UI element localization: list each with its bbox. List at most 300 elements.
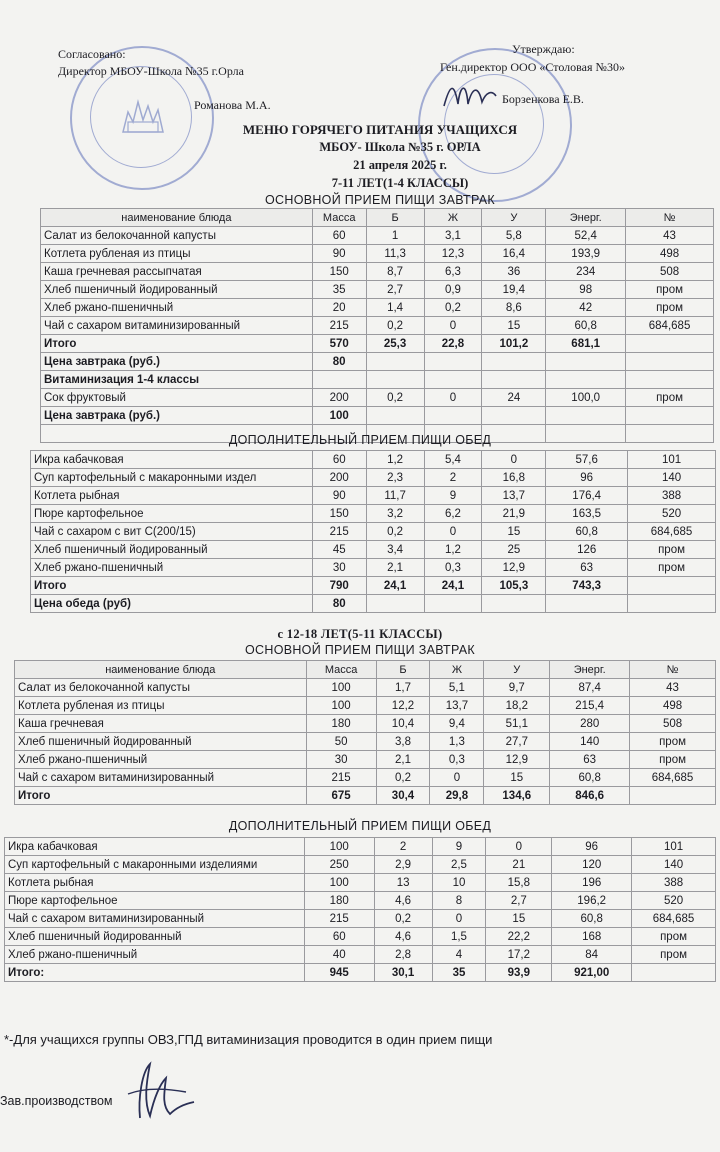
- table-cell: 215: [304, 910, 374, 928]
- dish-name: Цена завтрака (руб.): [41, 353, 313, 371]
- table-row: [41, 389, 714, 407]
- dish-name: Каша гречневая рассыпчатая: [41, 263, 313, 281]
- table-row: [5, 892, 716, 910]
- menu-title: МЕНЮ ГОРЯЧЕГО ПИТАНИЯ УЧАЩИХСЯ: [242, 122, 518, 137]
- section-lunch-2: ДОПОЛНИТЕЛЬНЫЙ ПРИЕМ ПИЩИ ОБЕД: [228, 819, 492, 833]
- dish-name: Чай с сахаром с вит С(200/15): [31, 523, 313, 541]
- table-cell: 120: [552, 856, 632, 874]
- approval-left-label: Согласовано:: [58, 47, 126, 61]
- section-breakfast-2: ОСНОВНОЙ ПРИЕМ ПИЩИ ЗАВТРАК: [245, 643, 475, 657]
- table-cell: 5,1: [430, 679, 484, 697]
- table-row: [31, 523, 716, 541]
- table-cell: 6,2: [424, 505, 482, 523]
- breakfast-table-1: [40, 208, 714, 443]
- table-row: [31, 451, 716, 469]
- table-cell: 2,1: [376, 751, 430, 769]
- dish-name: Котлета рубленая из птицы: [15, 697, 307, 715]
- dish-name: Хлеб пшеничный йодированный: [31, 541, 313, 559]
- table-cell: 21,9: [482, 505, 546, 523]
- table-cell: 16,8: [482, 469, 546, 487]
- manager-signature: [120, 1058, 200, 1124]
- table-row: [15, 715, 716, 733]
- table-row: [41, 245, 714, 263]
- table-cell: 63: [550, 751, 630, 769]
- table-cell: пром: [626, 299, 714, 317]
- table-cell: пром: [632, 946, 716, 964]
- table-cell: 684,685: [626, 317, 714, 335]
- table-cell: 24,1: [424, 577, 482, 595]
- approval-right: [440, 40, 625, 76]
- table-cell: 12,9: [484, 751, 550, 769]
- table-cell: 1,5: [432, 928, 486, 946]
- table-row: [31, 577, 716, 595]
- table-cell: 16,4: [482, 245, 546, 263]
- table-cell: 60: [304, 928, 374, 946]
- table-cell: 0: [424, 317, 482, 335]
- table-cell: 51,1: [484, 715, 550, 733]
- table-cell: 2,8: [374, 946, 432, 964]
- table-cell: 1,4: [366, 299, 424, 317]
- table-cell: 0: [424, 523, 482, 541]
- table-cell: пром: [632, 928, 716, 946]
- column-header: У: [482, 209, 546, 227]
- table-cell: 1,7: [376, 679, 430, 697]
- table-cell: [366, 353, 424, 371]
- table-cell: 200: [312, 469, 366, 487]
- table-cell: 100,0: [546, 389, 626, 407]
- table-cell: 80: [312, 595, 366, 613]
- table-cell: 126: [546, 541, 628, 559]
- age-group-2: с 12-18 ЛЕТ(5-11 КЛАССЫ): [277, 627, 443, 641]
- table-cell: 2,9: [374, 856, 432, 874]
- table-row: [5, 910, 716, 928]
- table-row: [31, 595, 716, 613]
- dish-name: Котлета рубленая из птицы: [41, 245, 313, 263]
- table-cell: 1: [366, 227, 424, 245]
- approval-right-label: Утверждаю:: [512, 42, 575, 56]
- table-cell: 52,4: [546, 227, 626, 245]
- table-cell: [546, 407, 626, 425]
- table-cell: 681,1: [546, 335, 626, 353]
- table-row: [41, 407, 714, 425]
- table-row: [5, 946, 716, 964]
- table-cell: 2,7: [486, 892, 552, 910]
- table-cell: 150: [312, 263, 366, 281]
- column-header: Б: [376, 661, 430, 679]
- table-cell: 0: [432, 910, 486, 928]
- table-cell: 60,8: [550, 769, 630, 787]
- table-cell: 193,9: [546, 245, 626, 263]
- table-cell: пром: [626, 281, 714, 299]
- table-cell: 0,3: [430, 751, 484, 769]
- school-name: МБОУ- Школа №35 г. ОРЛА: [319, 140, 481, 154]
- table-cell: 4: [432, 946, 486, 964]
- approval-left-signer: Романова М.А.: [194, 98, 271, 112]
- table-cell: 60: [312, 451, 366, 469]
- approval-right-signer: Борзенкова Е.В.: [502, 92, 584, 106]
- table-cell: 19,4: [482, 281, 546, 299]
- dish-name: Итого: [41, 335, 313, 353]
- table-row: [31, 541, 716, 559]
- table-cell: 570: [312, 335, 366, 353]
- dish-name: Пюре картофельное: [5, 892, 305, 910]
- table-cell: 2,5: [432, 856, 486, 874]
- breakfast-table-2: [14, 660, 716, 805]
- table-cell: 180: [304, 892, 374, 910]
- dish-name: Хлеб ржано-пшеничный: [41, 299, 313, 317]
- table-cell: [424, 407, 482, 425]
- table-header-row: [41, 209, 714, 227]
- table-cell: 215: [306, 769, 376, 787]
- dish-name: Салат из белокочанной капусты: [15, 679, 307, 697]
- table-cell: 3,8: [376, 733, 430, 751]
- table-cell: 280: [550, 715, 630, 733]
- table-cell: 0,3: [424, 559, 482, 577]
- dish-name: Хлеб пшеничный йодированный: [5, 928, 305, 946]
- table-cell: [630, 787, 716, 805]
- table-row: [41, 281, 714, 299]
- table-cell: 2: [424, 469, 482, 487]
- table-cell: [366, 407, 424, 425]
- dish-name: Сок фруктовый: [41, 389, 313, 407]
- table-cell: 13: [374, 874, 432, 892]
- table-cell: 8: [432, 892, 486, 910]
- table-row: [31, 505, 716, 523]
- table-cell: [482, 353, 546, 371]
- table-cell: 12,2: [376, 697, 430, 715]
- table-cell: [424, 353, 482, 371]
- table-cell: пром: [630, 733, 716, 751]
- table-cell: 101,2: [482, 335, 546, 353]
- table-cell: 35: [312, 281, 366, 299]
- table-cell: 100: [306, 679, 376, 697]
- table-cell: 45: [312, 541, 366, 559]
- table-cell: 180: [306, 715, 376, 733]
- column-header: Энерг.: [550, 661, 630, 679]
- table-cell: 10,4: [376, 715, 430, 733]
- table-cell: 5,8: [482, 227, 546, 245]
- table-cell: 150: [312, 505, 366, 523]
- table-cell: 388: [632, 874, 716, 892]
- table-cell: 200: [312, 389, 366, 407]
- dish-name: Хлеб пшеничный йодированный: [41, 281, 313, 299]
- table-cell: 684,685: [632, 910, 716, 928]
- table-cell: 250: [304, 856, 374, 874]
- table-cell: 12,9: [482, 559, 546, 577]
- table-row: [15, 697, 716, 715]
- table-cell: 0: [430, 769, 484, 787]
- table-cell: 18,2: [484, 697, 550, 715]
- dish-name: Итого: [31, 577, 313, 595]
- table-cell: 96: [552, 838, 632, 856]
- table-cell: пром: [626, 389, 714, 407]
- table-cell: 508: [626, 263, 714, 281]
- table-cell: 15: [482, 317, 546, 335]
- table-cell: 42: [546, 299, 626, 317]
- table-cell: 101: [628, 451, 716, 469]
- table-cell: 140: [632, 856, 716, 874]
- table-cell: пром: [630, 751, 716, 769]
- table-cell: 0,2: [366, 317, 424, 335]
- dish-name: Хлеб ржано-пшеничный: [15, 751, 307, 769]
- table-cell: 15: [484, 769, 550, 787]
- table-cell: 921,00: [552, 964, 632, 982]
- dish-name: Цена обеда (руб): [31, 595, 313, 613]
- table-cell: 2,1: [366, 559, 424, 577]
- table-cell: 9,4: [430, 715, 484, 733]
- table-cell: 15,8: [486, 874, 552, 892]
- column-header: наименование блюда: [41, 209, 313, 227]
- dish-name: Итого:: [5, 964, 305, 982]
- dish-name: Цена завтрака (руб.): [41, 407, 313, 425]
- approval-left: [58, 46, 244, 80]
- column-header: Масса: [312, 209, 366, 227]
- table-cell: 60,8: [546, 523, 628, 541]
- table-cell: 1,3: [430, 733, 484, 751]
- table-cell: [482, 371, 546, 389]
- table-row: [41, 353, 714, 371]
- table-row: [41, 317, 714, 335]
- lunch-table-1: [30, 450, 716, 613]
- table-cell: 215: [312, 523, 366, 541]
- table-cell: 27,7: [484, 733, 550, 751]
- table-row: [5, 928, 716, 946]
- table-cell: 176,4: [546, 487, 628, 505]
- table-cell: 29,8: [430, 787, 484, 805]
- table-cell: 84: [552, 946, 632, 964]
- table-cell: 168: [552, 928, 632, 946]
- table-cell: 98: [546, 281, 626, 299]
- dish-name: Суп картофельный с макаронными издел: [31, 469, 313, 487]
- table-cell: 5,4: [424, 451, 482, 469]
- dish-name: Салат из белокочанной капусты: [41, 227, 313, 245]
- section-breakfast-1: ОСНОВНОЙ ПРИЕМ ПИЩИ ЗАВТРАК: [265, 193, 495, 207]
- table-cell: 100: [312, 407, 366, 425]
- table-cell: 60,8: [552, 910, 632, 928]
- table-cell: 675: [306, 787, 376, 805]
- table-cell: 3,4: [366, 541, 424, 559]
- table-cell: 15: [482, 523, 546, 541]
- table-cell: 684,685: [628, 523, 716, 541]
- column-header: №: [630, 661, 716, 679]
- dish-name: Хлеб ржано-пшеничный: [5, 946, 305, 964]
- table-cell: 21: [486, 856, 552, 874]
- dish-name: Чай с сахаром витаминизированный: [5, 910, 305, 928]
- table-cell: 0,2: [424, 299, 482, 317]
- table-row: [41, 227, 714, 245]
- table-cell: 43: [630, 679, 716, 697]
- table-cell: 0: [486, 838, 552, 856]
- footer-production-manager: Зав.производством: [0, 1094, 113, 1108]
- table-cell: 8,6: [482, 299, 546, 317]
- table-row: [5, 838, 716, 856]
- table-cell: 945: [304, 964, 374, 982]
- table-row: [15, 751, 716, 769]
- table-cell: 234: [546, 263, 626, 281]
- table-cell: 520: [632, 892, 716, 910]
- table-cell: 134,6: [484, 787, 550, 805]
- table-cell: 90: [312, 245, 366, 263]
- table-cell: [546, 371, 626, 389]
- table-cell: 63: [546, 559, 628, 577]
- table-cell: 80: [312, 353, 366, 371]
- table-cell: 140: [550, 733, 630, 751]
- table-cell: 43: [626, 227, 714, 245]
- table-row: [41, 335, 714, 353]
- table-cell: 0: [424, 389, 482, 407]
- table-cell: 0,2: [366, 389, 424, 407]
- table-cell: 22,2: [486, 928, 552, 946]
- table-cell: 11,7: [366, 487, 424, 505]
- table-cell: 684,685: [630, 769, 716, 787]
- column-header: Ж: [430, 661, 484, 679]
- table-row: [15, 733, 716, 751]
- menu-date: 21 апреля 2025 г.: [353, 158, 447, 172]
- table-cell: 196,2: [552, 892, 632, 910]
- table-cell: пром: [628, 559, 716, 577]
- table-cell: 13,7: [430, 697, 484, 715]
- lunch-table-2: [4, 837, 716, 982]
- table-cell: 0,9: [424, 281, 482, 299]
- table-row: [41, 299, 714, 317]
- table-row: [31, 559, 716, 577]
- dish-name: Хлеб ржано-пшеничный: [31, 559, 313, 577]
- table-row: [5, 874, 716, 892]
- table-cell: 50: [306, 733, 376, 751]
- table-cell: 15: [486, 910, 552, 928]
- section-lunch-1: ДОПОЛНИТЕЛЬНЫЙ ПРИЕМ ПИЩИ ОБЕД: [228, 433, 492, 447]
- table-cell: 9,7: [484, 679, 550, 697]
- table-cell: 57,6: [546, 451, 628, 469]
- age-group-1: 7-11 ЛЕТ(1-4 КЛАССЫ): [331, 176, 469, 190]
- table-row: [41, 371, 714, 389]
- table-cell: 790: [312, 577, 366, 595]
- table-cell: 17,2: [486, 946, 552, 964]
- table-cell: 4,6: [374, 892, 432, 910]
- table-cell: 24: [482, 389, 546, 407]
- table-cell: 215,4: [550, 697, 630, 715]
- table-row: [15, 769, 716, 787]
- dish-name: Икра кабачковая: [5, 838, 305, 856]
- dish-name: Каша гречневая: [15, 715, 307, 733]
- table-row: [41, 263, 714, 281]
- table-cell: 498: [626, 245, 714, 263]
- table-row: [31, 487, 716, 505]
- table-cell: 30,4: [376, 787, 430, 805]
- column-header: наименование блюда: [15, 661, 307, 679]
- table-row: [15, 679, 716, 697]
- table-cell: [312, 371, 366, 389]
- table-cell: 30: [312, 559, 366, 577]
- table-cell: 743,3: [546, 577, 628, 595]
- table-cell: 35: [432, 964, 486, 982]
- approval-right-position: Ген.директор ООО «Столовая №30»: [440, 60, 625, 74]
- table-cell: 4,6: [374, 928, 432, 946]
- table-header-row: [15, 661, 716, 679]
- table-cell: 196: [552, 874, 632, 892]
- column-header: Энерг.: [546, 209, 626, 227]
- table-cell: [626, 371, 714, 389]
- column-header: Ж: [424, 209, 482, 227]
- dish-name: Итого: [15, 787, 307, 805]
- column-header: Масса: [306, 661, 376, 679]
- table-cell: 520: [628, 505, 716, 523]
- table-cell: 101: [632, 838, 716, 856]
- table-cell: 40: [304, 946, 374, 964]
- table-cell: 498: [630, 697, 716, 715]
- table-cell: [628, 595, 716, 613]
- table-cell: 96: [546, 469, 628, 487]
- table-cell: 20: [312, 299, 366, 317]
- column-header: У: [484, 661, 550, 679]
- dish-name: Хлеб пшеничный йодированный: [15, 733, 307, 751]
- table-cell: 8,7: [366, 263, 424, 281]
- director-signature: [440, 74, 500, 114]
- table-cell: 2,3: [366, 469, 424, 487]
- table-cell: [626, 335, 714, 353]
- table-row: [5, 964, 716, 982]
- table-cell: 30,1: [374, 964, 432, 982]
- dish-name: Суп картофельный с макаронными изделиями: [5, 856, 305, 874]
- table-cell: 25,3: [366, 335, 424, 353]
- table-cell: 60: [312, 227, 366, 245]
- table-cell: 13,7: [482, 487, 546, 505]
- table-cell: 100: [304, 874, 374, 892]
- table-cell: [424, 371, 482, 389]
- table-cell: 0,2: [366, 523, 424, 541]
- column-header: №: [626, 209, 714, 227]
- table-cell: 100: [306, 697, 376, 715]
- table-cell: 3,1: [424, 227, 482, 245]
- table-cell: 2,7: [366, 281, 424, 299]
- dish-name: Икра кабачковая: [31, 451, 313, 469]
- table-cell: 2: [374, 838, 432, 856]
- table-cell: 9: [432, 838, 486, 856]
- column-header: Б: [366, 209, 424, 227]
- table-cell: 1,2: [424, 541, 482, 559]
- table-cell: 0: [482, 451, 546, 469]
- table-cell: 24,1: [366, 577, 424, 595]
- table-cell: [626, 407, 714, 425]
- table-cell: 6,3: [424, 263, 482, 281]
- table-cell: 388: [628, 487, 716, 505]
- table-cell: 87,4: [550, 679, 630, 697]
- table-cell: 846,6: [550, 787, 630, 805]
- table-row: [5, 856, 716, 874]
- table-row: [31, 469, 716, 487]
- table-cell: 22,8: [424, 335, 482, 353]
- table-cell: 163,5: [546, 505, 628, 523]
- table-cell: [632, 964, 716, 982]
- table-cell: [482, 595, 546, 613]
- table-cell: [546, 353, 626, 371]
- approval-left-position: Директор МБОУ-Школа №35 г.Орла: [58, 64, 244, 78]
- table-cell: 90: [312, 487, 366, 505]
- dish-name: Котлета рыбная: [31, 487, 313, 505]
- table-cell: 60,8: [546, 317, 626, 335]
- table-cell: 0,2: [374, 910, 432, 928]
- table-cell: пром: [628, 541, 716, 559]
- table-cell: 1,2: [366, 451, 424, 469]
- table-cell: 215: [312, 317, 366, 335]
- table-row: [15, 787, 716, 805]
- table-cell: [424, 595, 482, 613]
- table-cell: 36: [482, 263, 546, 281]
- table-cell: 105,3: [482, 577, 546, 595]
- table-cell: [366, 595, 424, 613]
- table-cell: 11,3: [366, 245, 424, 263]
- table-cell: 508: [630, 715, 716, 733]
